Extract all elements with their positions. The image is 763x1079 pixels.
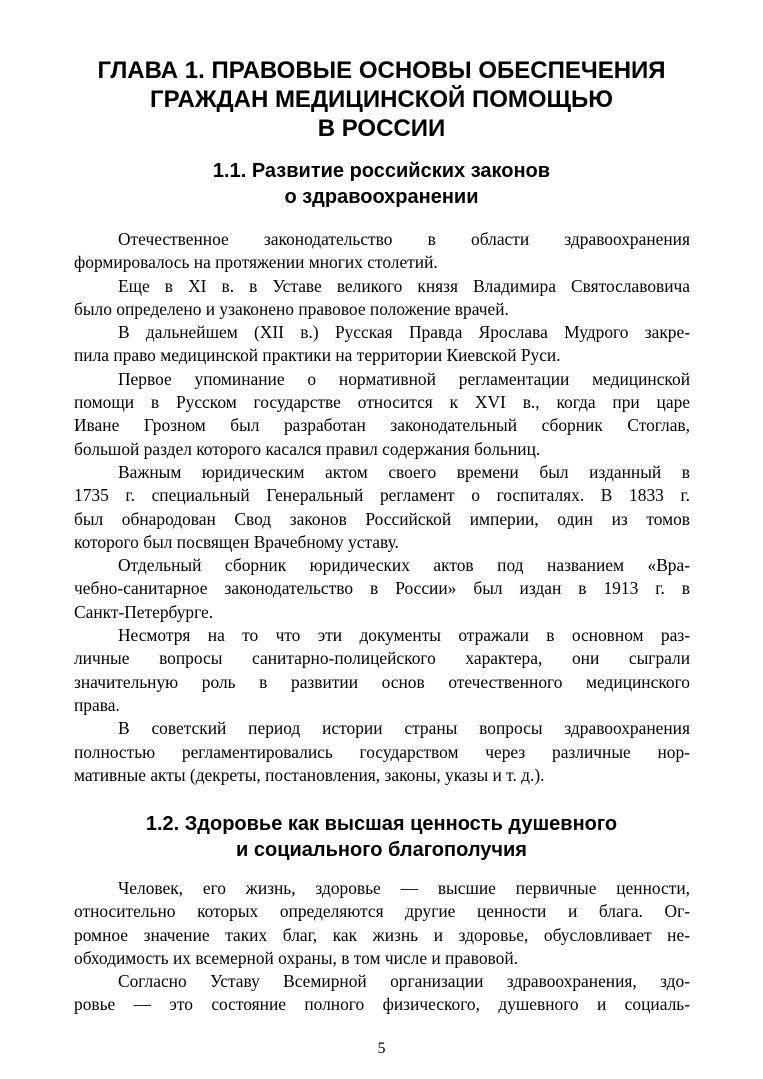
paragraph — [74, 554, 690, 624]
text-line: 1735 г. специальный Генеральный регламент о госпиталях. В 1833 г. — [74, 485, 690, 506]
text-line: В советский период истории страны вопросы здравоохранения — [118, 718, 690, 739]
section-title-line: и социального благополучия — [236, 839, 527, 861]
text-line: Важным юридическим актом своего времени был изданный в — [118, 461, 690, 482]
text-line: Санкт-Петербурге. — [74, 601, 214, 622]
paragraph — [74, 717, 690, 787]
paragraph — [74, 877, 690, 970]
text-line: ровье — это состояние полного физического, душевного и социаль- — [74, 994, 690, 1015]
text-line: формировалось на протяжении многих столетий. — [74, 252, 438, 273]
text-line: Еще в XI в. в Уставе великого князя Владимира Святославовича — [118, 275, 690, 296]
chapter-title-line: ГРАЖДАН МЕДИЦИНСКОЙ ПОМОЩЬЮ — [149, 86, 614, 113]
chapter-title-line: ГЛАВА 1. ПРАВОВЫЕ ОСНОВЫ ОБЕСПЕЧЕНИЯ — [97, 57, 666, 84]
section-1-1-body — [74, 228, 690, 787]
text-line: Человек, его жизнь, здоровье — высшие первичные ценности, — [118, 878, 690, 898]
section-title-line: о здравоохранении — [284, 186, 479, 208]
text-line: Несмотря на то что эти документы отражали в основном раз- — [118, 625, 690, 646]
chapter-title — [40, 56, 723, 143]
text-line: Отечественное законодательство в области здравоохранения — [118, 229, 690, 249]
section-title-line: 1.2. Здоровье как высшая ценность душевного — [145, 813, 618, 835]
text-line: Согласно Уставу Всемирной организации здравоохранения, здо- — [118, 971, 690, 992]
text-line: которого был посвящен Врачебному уставу. — [74, 531, 399, 552]
section-title-1-2 — [40, 811, 723, 863]
text-line: мативные акты (декреты, постановления, законы, указы и т. д.). — [74, 764, 545, 785]
text-line: права. — [74, 694, 120, 715]
paragraph — [74, 461, 690, 554]
section-title-1-1 — [40, 158, 723, 210]
paragraph — [74, 624, 690, 717]
text-line: ромное значение таких благ, как жизнь и здоровье, обусловливает не- — [74, 924, 690, 945]
text-line: полностью регламентировались государством через различные нор- — [74, 741, 690, 762]
text-line: чебно-санитарное законодательство в России» был издан в 1913 г. в — [74, 578, 690, 599]
paragraph — [74, 970, 690, 1017]
text-line: было определено и узаконено правовое положение врачей. — [74, 298, 509, 319]
text-line: личные вопросы санитарно-полицейского характера, они сыграли — [74, 648, 690, 669]
paragraph — [74, 321, 690, 368]
text-line: относительно которых определяются другие ценности и блага. Ог- — [74, 901, 690, 922]
page-number: 5 — [377, 1040, 386, 1057]
text-line: был обнародован Свод законов Российской империи, один из томов — [74, 508, 690, 529]
text-line: обходимость их всемерной охраны, в том числе и правовой. — [74, 947, 519, 968]
paragraph — [74, 368, 690, 461]
chapter-title-line: В РОССИИ — [317, 115, 446, 142]
text-line: Отдельный сборник юридических актов под названием «Вра- — [118, 555, 690, 576]
text-line: большой раздел которого касался правил содержания больниц. — [74, 438, 541, 459]
paragraph — [74, 275, 690, 322]
text-line: Первое упоминание о нормативной регламентации медицинской — [118, 368, 690, 389]
text-line: значительную роль в развитии основ отечественного медицинского — [74, 671, 690, 692]
text-line: В дальнейшем (XII в.) Русская Правда Ярослава Мудрого закре- — [118, 322, 690, 343]
text-line: пила право медицинской практики на территории Киевской Руси. — [74, 345, 561, 366]
paragraph — [74, 228, 690, 275]
section-title-line: 1.1. Развитие российских законов — [212, 160, 551, 182]
text-line: Иване Грозном был разработан законодательный сборник Стоглав, — [74, 415, 690, 436]
section-1-2-body — [74, 877, 690, 1017]
text-line: помощи в Русском государстве относится к XVI в., когда при царе — [74, 392, 690, 413]
